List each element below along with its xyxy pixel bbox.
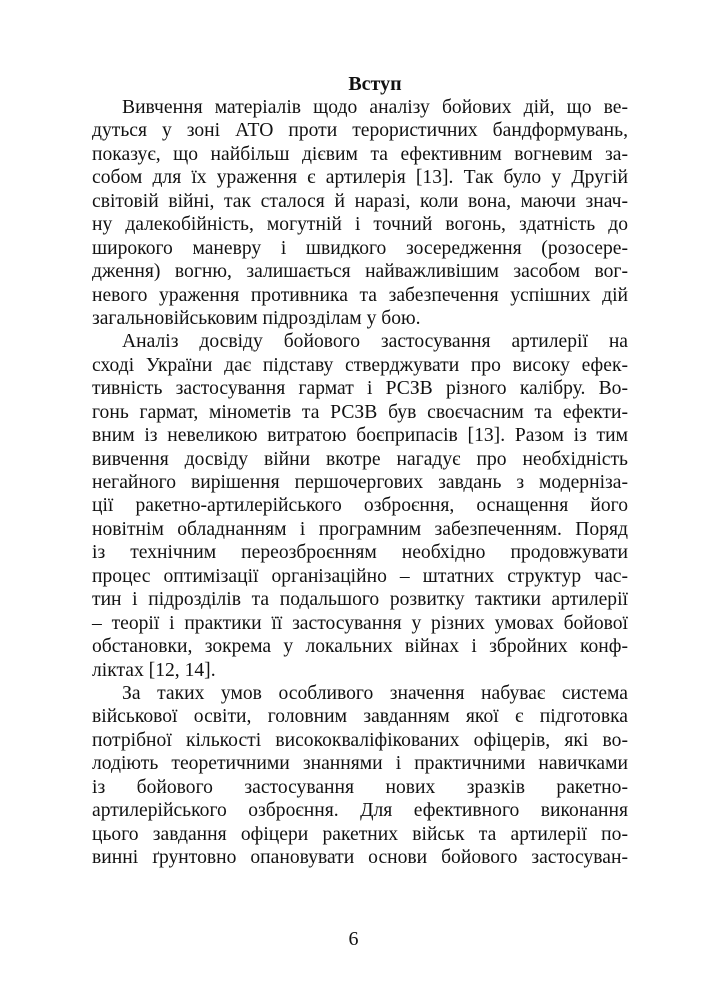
text-line: Вивчення матеріалів щодо аналізу бойових дій, що ве- — [122, 97, 628, 118]
text-line: вивчення досвіду війни вкотре нагадує про необхідність — [92, 448, 628, 470]
text-line: лодіють теоретичними знаннями і практичними навичками — [92, 753, 628, 775]
body-text — [92, 96, 628, 869]
text-line: тин і підрозділів та подальшого розвитку тактики артилерії — [92, 589, 628, 611]
text-line: винні ґрунтовно опановувати основи бойового застосуван- — [92, 847, 628, 868]
text-line: дуться у зоні АТО проти терористичних бандформувань, — [92, 120, 628, 142]
text-line: собом для їх ураження є артилерія [13]. Так було у Другій — [92, 167, 628, 189]
paragraph — [92, 330, 628, 682]
text-line: обстановки, зокрема у локальних війнах і збройних конф- — [92, 636, 628, 658]
text-line: негайного вирішення першочергових завдань з модерніза- — [92, 472, 628, 493]
text-line: потрібної кількості висококваліфікованих офіцерів, які во- — [92, 729, 628, 751]
text-line: із технічним переозброєнням необхідно продовжувати — [92, 542, 628, 564]
text-line: За таких умов особливого значення набуває система — [122, 682, 628, 704]
text-line: тивність застосування гармат і РСЗВ різного калібру. Во- — [92, 378, 628, 400]
text-line: – теорії і практики її застосування у різних умовах бойової — [92, 612, 628, 634]
text-line: широкого маневру і швидкого зосередження (розосере- — [92, 237, 628, 259]
text-line: Аналіз досвіду бойового застосування артилерії на — [122, 331, 628, 353]
page-number: 6 — [348, 928, 359, 950]
text-line: із бойового застосування нових зразків ракетно- — [92, 776, 628, 798]
text-line: військової освіти, головним завданням якої є підготовка — [92, 706, 628, 728]
text-line: вним із невеликою витратою боєприпасів [13]. Разом із тим — [92, 425, 628, 447]
text-line: артилерійського озброєння. Для ефективного виконання — [92, 800, 628, 822]
text-line: показує, що найбільш дієвим та ефективним вогневим за- — [92, 143, 628, 165]
text-line: цього завдання офіцери ракетних військ та артилерії по- — [92, 823, 628, 845]
text-line: ну далекобійність, могутній і точний вогонь, здатність до — [92, 214, 628, 236]
text-line: дження) вогню, залишається найважливішим засобом вог- — [92, 261, 628, 283]
text-line: гонь гармат, мінометів та РСЗВ був своєчасним та ефекти- — [92, 401, 628, 423]
page-body — [92, 72, 628, 869]
section-title: Вступ — [348, 73, 402, 95]
text-line: світовій війні, так сталося й наразі, коли вона, маючи знач- — [92, 190, 628, 212]
text-line: загальновійськовим підрозділам у бою. — [92, 307, 421, 329]
text-line: сході України дає підставу стверджувати про високу ефек- — [92, 354, 628, 376]
text-line: ції ракетно-артилерійського озброєння, оснащення його — [92, 495, 628, 517]
text-line: новітнім обладнанням і програмним забезпеченням. Поряд — [92, 518, 628, 540]
text-line: процес оптимізації організаційно – штатних структур час- — [92, 565, 628, 587]
text-line: невого ураження противника та забезпечення успішних дій — [92, 284, 628, 306]
text-line: ліктах [12, 14]. — [92, 659, 216, 681]
paragraph — [92, 682, 628, 870]
paragraph — [92, 96, 628, 330]
